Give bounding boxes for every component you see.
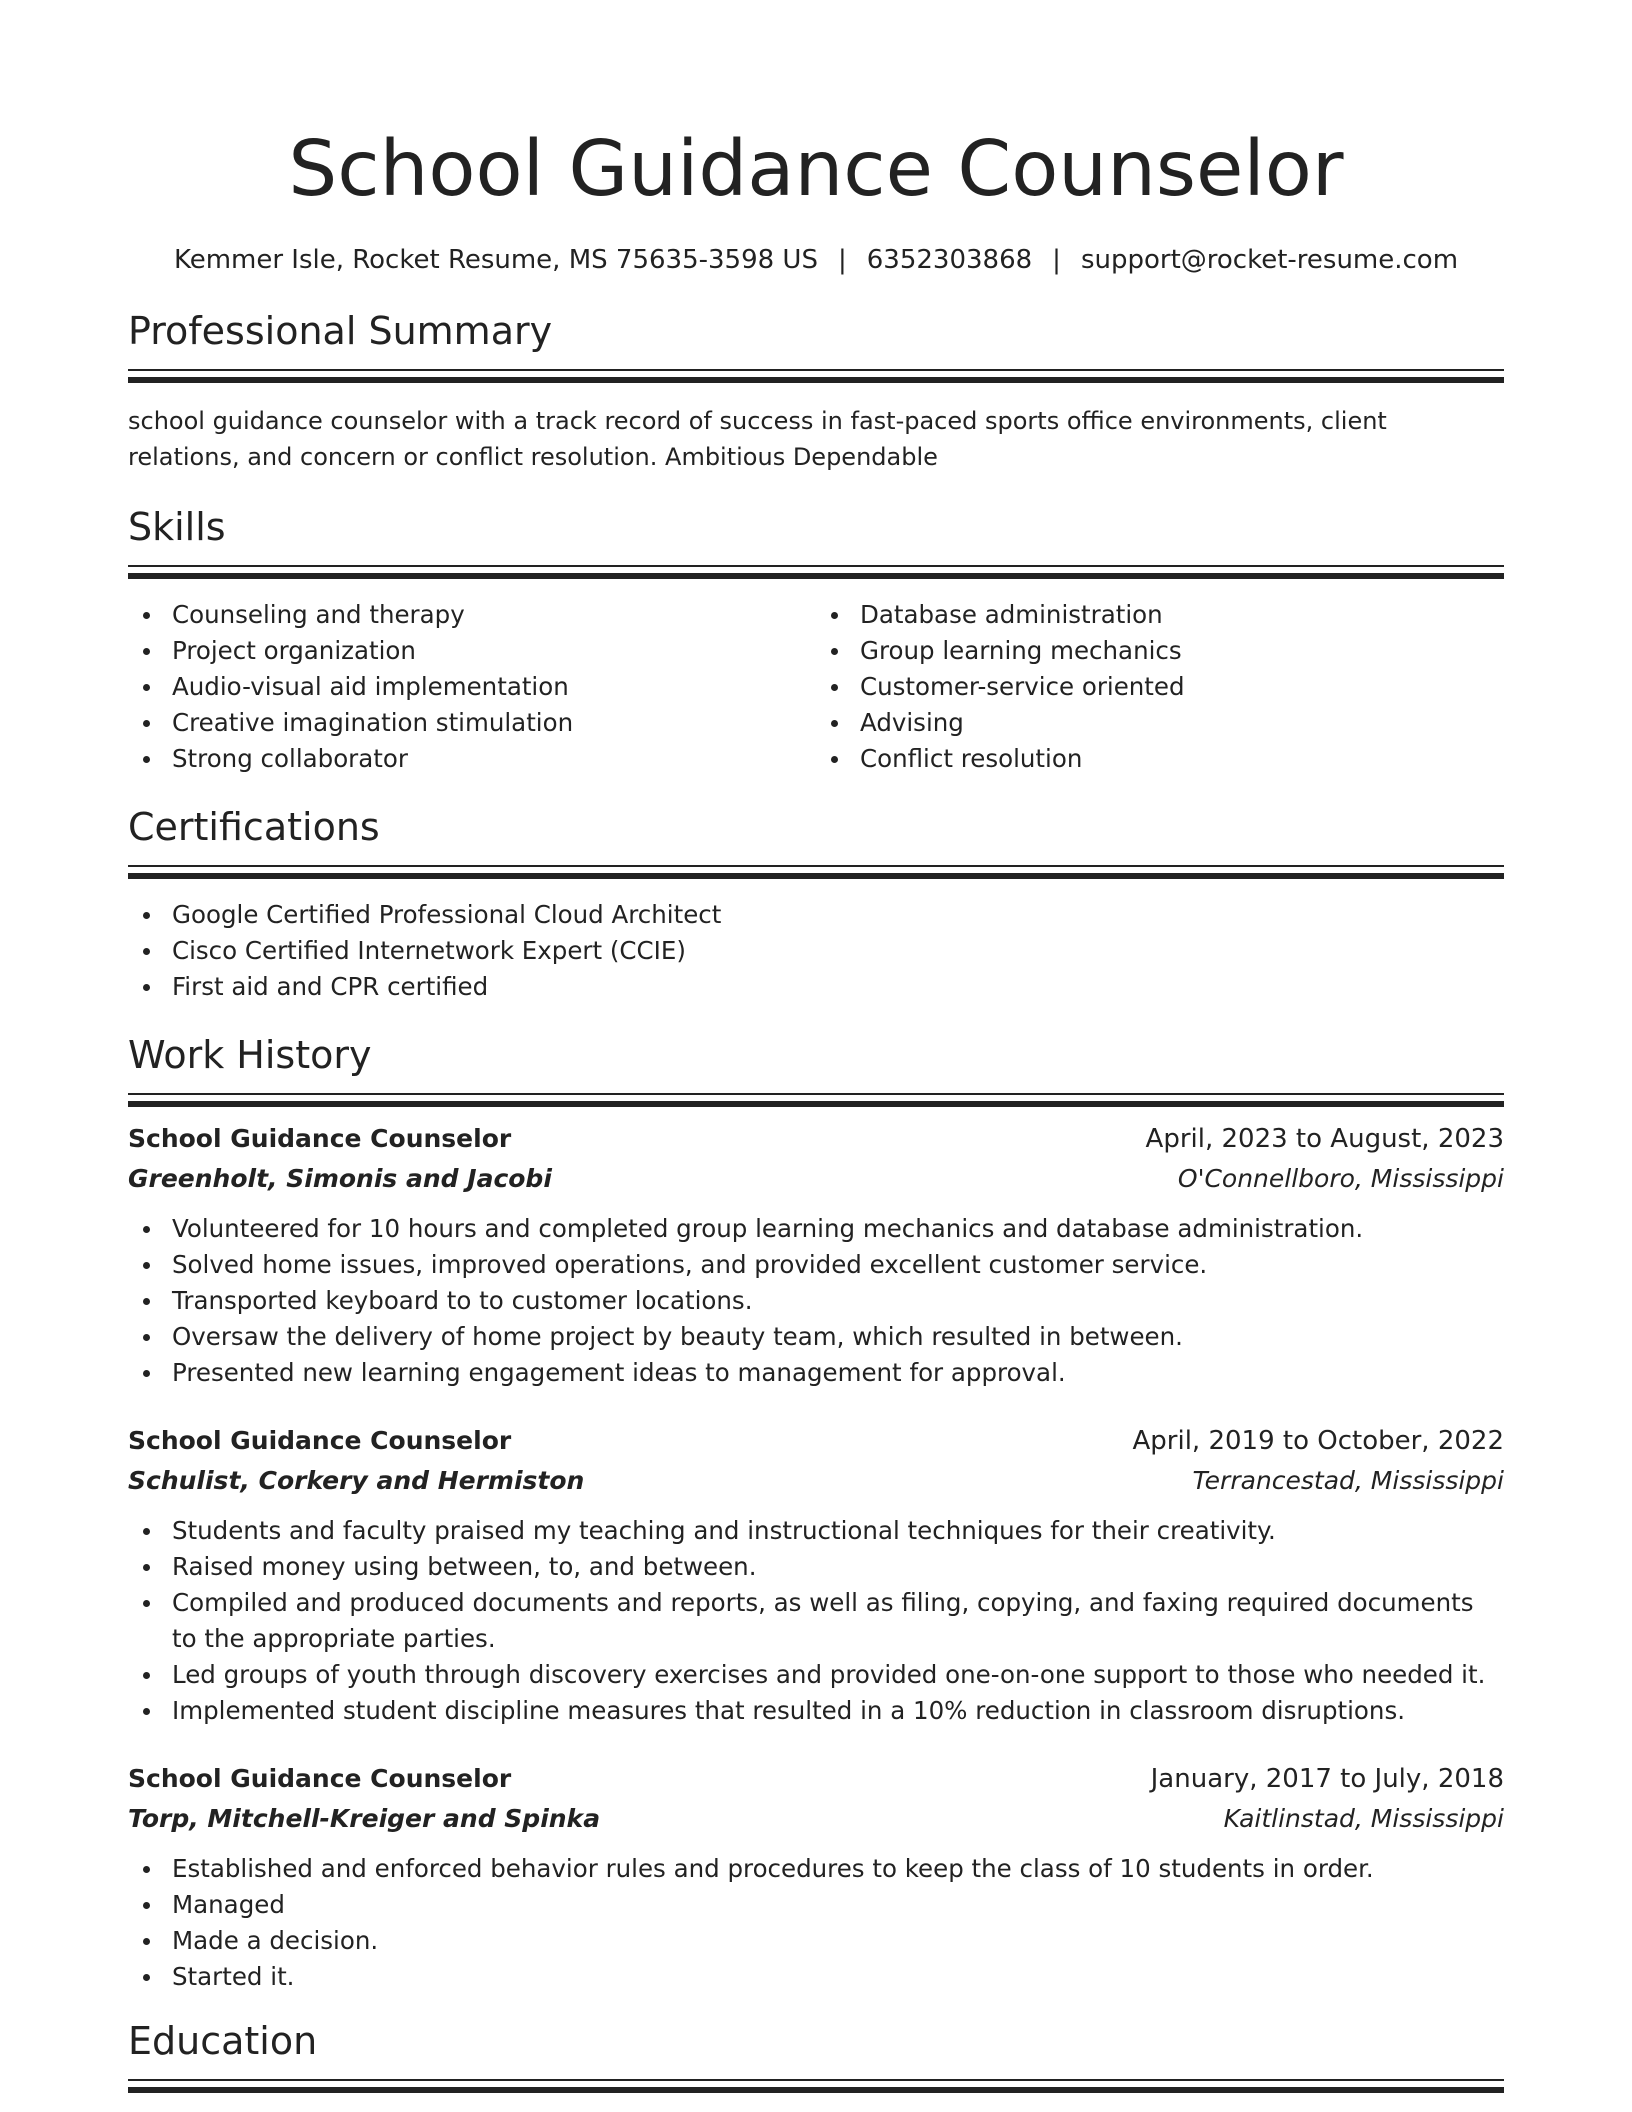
skills-heading: Skills xyxy=(128,505,226,549)
certifications-heading: Certifications xyxy=(128,805,380,849)
job-bullet: Started it. xyxy=(172,1959,1504,1995)
job-company-row xyxy=(128,1461,1504,1501)
job-entry xyxy=(128,1421,1504,1729)
job-bullet: Solved home issues, improved operations, and provided excellent customer service. xyxy=(172,1247,1504,1283)
certifications-list xyxy=(128,897,1504,1005)
work-history-section xyxy=(128,1031,1504,1995)
job-header-row xyxy=(128,1759,1504,1799)
work-history-heading: Work History xyxy=(128,1033,372,1077)
summary-section xyxy=(128,307,1504,475)
resume-title: School Guidance Counselor xyxy=(288,125,1344,214)
job-header-row xyxy=(128,1421,1504,1461)
job-bullet: Established and enforced behavior rules and procedures to keep the class of 10 students in order. xyxy=(172,1851,1504,1887)
job-bullet: Managed xyxy=(172,1887,1504,1923)
job-company: Torp, Mitchell-Kreiger and Spinka xyxy=(128,1804,601,1833)
skills-columns xyxy=(128,597,1504,777)
job-company: Schulist, Corkery and Hermiston xyxy=(128,1466,585,1495)
job-entry xyxy=(128,1119,1504,1391)
job-company: Greenholt, Simonis and Jacobi xyxy=(128,1164,552,1193)
job-dates: April, 2019 to October, 2022 xyxy=(1132,1426,1504,1456)
contact-line xyxy=(128,243,1504,277)
skill-item: Strong collaborator xyxy=(172,741,816,777)
job-header-row xyxy=(128,1119,1504,1159)
job-bullet: Compiled and produced documents and reports, as well as filing, copying, and faxing required documents to the appropriate parties. xyxy=(172,1585,1504,1657)
section-divider xyxy=(128,2079,1504,2095)
contact-address: Kemmer Isle, Rocket Resume, MS 75635-3598 US xyxy=(173,245,818,275)
section-divider xyxy=(128,865,1504,881)
skill-item: Audio-visual aid implementation xyxy=(172,669,816,705)
job-bullet: Raised money using between, to, and between. xyxy=(172,1549,1504,1585)
skill-item: Database administration xyxy=(860,597,1504,633)
job-bullet: Volunteered for 10 hours and completed group learning mechanics and database administration. xyxy=(172,1211,1504,1247)
certification-item: Google Certified Professional Cloud Architect xyxy=(172,897,1504,933)
summary-heading: Professional Summary xyxy=(128,309,553,353)
job-company-row xyxy=(128,1159,1504,1199)
job-location: O'Connellboro, Mississippi xyxy=(1177,1164,1504,1193)
skill-item: Advising xyxy=(860,705,1504,741)
certification-item: Cisco Certified Internetwork Expert (CCIE) xyxy=(172,933,1504,969)
skill-item: Creative imagination stimulation xyxy=(172,705,816,741)
job-bullet: Led groups of youth through discovery exercises and provided one-on-one support to those who needed it. xyxy=(172,1657,1504,1693)
job-dates: January, 2017 to July, 2018 xyxy=(1150,1764,1504,1794)
job-title: School Guidance Counselor xyxy=(128,1764,512,1793)
education-section xyxy=(128,2017,1504,2095)
job-location: Kaitlinstad, Mississippi xyxy=(1223,1804,1504,1833)
job-bullets xyxy=(128,1211,1504,1391)
job-bullet: Implemented student discipline measures that resulted in a 10% reduction in classroom disruptions. xyxy=(172,1693,1504,1729)
job-bullet: Presented new learning engagement ideas to management for approval. xyxy=(172,1355,1504,1391)
skill-item: Project organization xyxy=(172,633,816,669)
job-entry xyxy=(128,1759,1504,1995)
skills-section xyxy=(128,503,1504,777)
section-divider xyxy=(128,565,1504,581)
skill-item: Group learning mechanics xyxy=(860,633,1504,669)
job-title: School Guidance Counselor xyxy=(128,1426,512,1455)
skill-item: Customer-service oriented xyxy=(860,669,1504,705)
resume-page xyxy=(128,0,1504,2095)
section-divider xyxy=(128,1093,1504,1109)
education-heading: Education xyxy=(128,2019,318,2063)
skill-item: Conflict resolution xyxy=(860,741,1504,777)
job-bullet: Oversaw the delivery of home project by beauty team, which resulted in between. xyxy=(172,1319,1504,1355)
certifications-section xyxy=(128,803,1504,1005)
job-company-row xyxy=(128,1799,1504,1839)
certification-item: First aid and CPR certified xyxy=(172,969,1504,1005)
contact-phone: 6352303868 xyxy=(866,245,1033,275)
job-bullet: Made a decision. xyxy=(172,1923,1504,1959)
skills-list-left xyxy=(128,597,816,777)
job-location: Terrancestad, Mississippi xyxy=(1192,1466,1504,1495)
job-bullet: Students and faculty praised my teaching and instructional techniques for their creativity. xyxy=(172,1513,1504,1549)
skills-list-right xyxy=(816,597,1504,777)
contact-email: support@rocket-resume.com xyxy=(1080,245,1459,275)
job-title: School Guidance Counselor xyxy=(128,1124,512,1153)
job-dates: April, 2023 to August, 2023 xyxy=(1145,1124,1504,1154)
skill-item: Counseling and therapy xyxy=(172,597,816,633)
contact-separator: | xyxy=(1052,245,1061,275)
summary-text: school guidance counselor with a track record of success in fast-paced sports office environments, client relations, and concern or conflict resolution. Ambitious Dependable xyxy=(128,407,1387,471)
contact-separator: | xyxy=(837,245,847,275)
job-bullets xyxy=(128,1851,1504,1995)
job-bullets xyxy=(128,1513,1504,1729)
section-divider xyxy=(128,369,1504,385)
job-bullet: Transported keyboard to to customer locations. xyxy=(172,1283,1504,1319)
